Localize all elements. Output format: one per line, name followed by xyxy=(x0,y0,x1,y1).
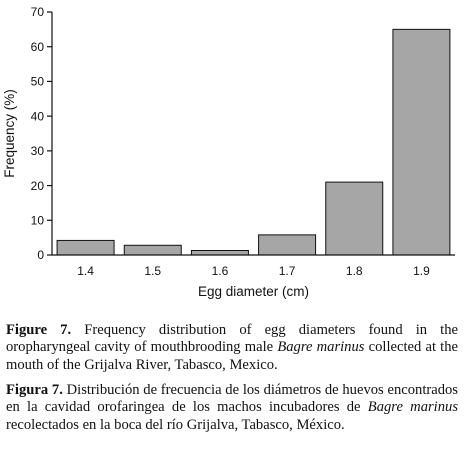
x-tick-label: 1.7 xyxy=(278,264,296,278)
y-tick-label: 30 xyxy=(30,144,44,159)
x-tick-label: 1.8 xyxy=(345,264,363,278)
bar-1.7 xyxy=(259,235,316,255)
x-tick-label: 1.6 xyxy=(211,264,229,278)
bar-1.8 xyxy=(326,182,383,255)
caption-en-species: Bagre marinus xyxy=(277,339,365,356)
bar-1.9 xyxy=(393,29,450,255)
x-axis-ticks xyxy=(77,264,430,278)
figure-caption-spanish xyxy=(6,382,458,434)
bar-1.5 xyxy=(124,245,181,255)
x-tick-label: 1.5 xyxy=(144,264,162,278)
figure-caption-english xyxy=(6,322,458,374)
y-tick-label: 60 xyxy=(30,39,44,54)
y-axis-ticks xyxy=(31,5,52,262)
y-tick-label: 10 xyxy=(30,213,44,228)
y-tick-label: 70 xyxy=(30,5,44,20)
caption-en-text-1: Frequency distribution of egg diameters found in the oropharyngeal cavity of mouthbrooding male xyxy=(6,322,458,356)
caption-en-label: Figure 7. xyxy=(6,322,72,338)
y-tick-label: 40 xyxy=(30,109,44,124)
caption-es-label: Figura 7. xyxy=(6,382,63,398)
bars xyxy=(57,29,450,255)
caption-en-text-2: collected at the mouth of the Grijalva River, Tabasco, Mexico. xyxy=(6,339,458,373)
bar-1.6 xyxy=(191,250,248,255)
x-tick-label: 1.9 xyxy=(413,264,430,278)
y-tick-label: 20 xyxy=(30,178,44,193)
y-tick-label: 50 xyxy=(30,74,44,89)
x-axis-title: Egg diameter (cm) xyxy=(197,284,310,299)
bar-1.4 xyxy=(57,240,114,255)
x-tick-label: 1.4 xyxy=(77,264,94,278)
caption-es-species: Bagre marinus xyxy=(367,399,459,416)
caption-es-text-1: Distribución de frecuencia de los diámetros de huevos encontrados en la cavidad orofaringea de los machos incubadores de xyxy=(6,382,458,416)
y-axis-title: Frequency (%) xyxy=(2,89,17,178)
y-tick-label: 0 xyxy=(37,248,44,263)
caption-es-text-2: recolectados en la boca del río Grijalva, Tabasco, México. xyxy=(6,416,345,433)
